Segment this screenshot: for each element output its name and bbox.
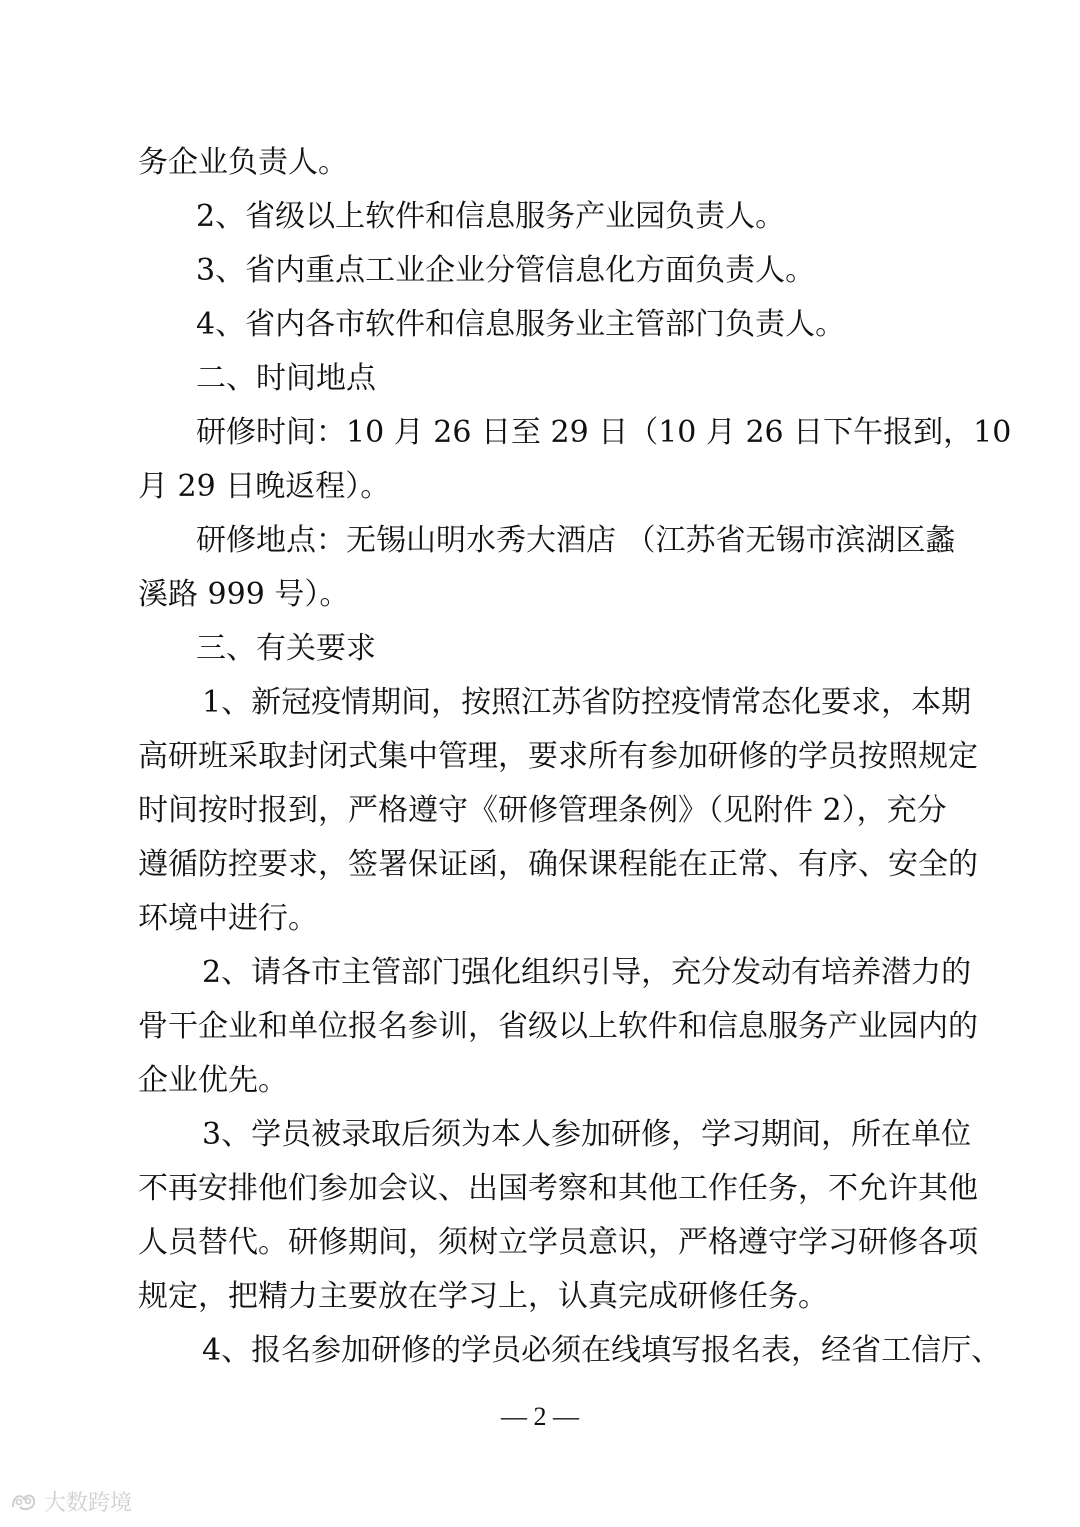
section-heading: 三、有关要求 (196, 631, 376, 666)
text-line: 4、报名参加研修的学员必须在线填写报名表，经省工信厅、 (202, 1333, 1002, 1368)
text-line: 2、省级以上软件和信息服务产业园负责人。 (196, 199, 786, 234)
text-line: 高研班采取封闭式集中管理，要求所有参加研修的学员按照规定 (138, 739, 978, 774)
text-line: 企业优先。 (138, 1063, 288, 1098)
watermark (10, 1486, 132, 1516)
text-line: 时间按时报到，严格遵守《研修管理条例》（见附件 2），充分 (138, 793, 947, 828)
page-number: — 2 — (501, 1402, 579, 1431)
text-line: 务企业负责人。 (138, 145, 348, 180)
text-line: 骨干企业和单位报名参训，省级以上软件和信息服务产业园内的 (138, 1009, 978, 1044)
text-line: 4、省内各市软件和信息服务业主管部门负责人。 (196, 307, 846, 342)
document-body (138, 136, 1012, 1378)
section-heading: 二、时间地点 (196, 361, 376, 396)
text-line: 研修时间：10 月 26 日至 29 日（10 月 26 日下午报到，10 (196, 415, 1012, 450)
text-line: 环境中进行。 (138, 901, 318, 936)
text-line: 不再安排他们参加会议、出国考察和其他工作任务，不允许其他 (138, 1171, 978, 1206)
text-line: 3、学员被录取后须为本人参加研修，学习期间，所在单位 (202, 1117, 972, 1152)
text-line: 3、省内重点工业企业分管信息化方面负责人。 (196, 253, 816, 288)
text-line: 1、新冠疫情期间，按照江苏省防控疫情常态化要求，本期 (202, 685, 972, 720)
text-line: 规定，把精力主要放在学习上，认真完成研修任务。 (138, 1279, 828, 1314)
text-line: 月 29 日晚返程）。 (138, 469, 391, 504)
text-line: 2、请各市主管部门强化组织引导，充分发动有培养潜力的 (202, 955, 972, 990)
text-line: 人员替代。研修期间，须树立学员意识，严格遵守学习研修各项 (138, 1225, 978, 1260)
text-line: 溪路 999 号）。 (138, 577, 350, 612)
watermark-text: 大数跨境 (44, 1490, 133, 1516)
brand-logo-icon (10, 1489, 38, 1513)
text-line: 研修地点：无锡山明水秀大酒店 （江苏省无锡市滨湖区蠡 (196, 523, 956, 558)
text-line: 遵循防控要求，签署保证函，确保课程能在正常、有序、安全的 (138, 847, 978, 882)
